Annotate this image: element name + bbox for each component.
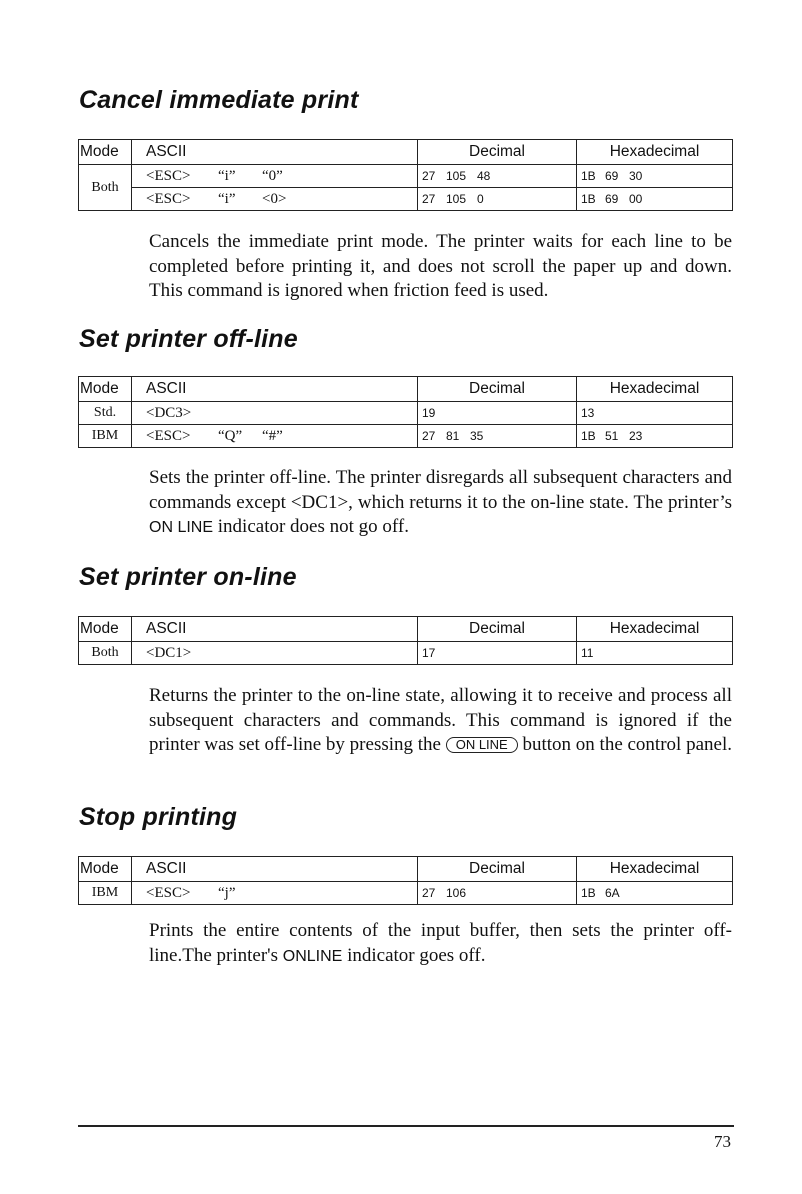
command-table-cancel-immediate-print bbox=[78, 139, 733, 211]
ascii-cell: <DC1> bbox=[132, 642, 418, 665]
mode-cell: Both bbox=[79, 642, 132, 665]
decimal-cell: 19 bbox=[418, 402, 577, 425]
command-table-set-printer-on-line bbox=[78, 616, 733, 665]
decimal-cell: 17 bbox=[418, 642, 577, 665]
table-row bbox=[79, 402, 733, 425]
decimal-cell: 27 81 35 bbox=[418, 425, 577, 448]
ascii-cell: <ESC> “i” “0” bbox=[132, 165, 418, 188]
mode-cell: Both bbox=[79, 165, 132, 211]
table-row bbox=[79, 642, 733, 665]
table-header-row bbox=[79, 617, 733, 642]
table-row bbox=[79, 165, 733, 188]
header-ascii: ASCII bbox=[132, 857, 418, 882]
command-table-set-printer-off-line bbox=[78, 376, 733, 448]
table-header-row bbox=[79, 857, 733, 882]
decimal-cell: 27 106 bbox=[418, 882, 577, 905]
header-decimal: Decimal bbox=[418, 140, 577, 165]
ascii-cell: <DC3> bbox=[132, 402, 418, 425]
header-ascii: ASCII bbox=[132, 377, 418, 402]
header-mode: Mode bbox=[79, 617, 132, 642]
header-decimal: Decimal bbox=[418, 377, 577, 402]
header-hexadecimal: Hexadecimal bbox=[577, 617, 733, 642]
header-mode: Mode bbox=[79, 377, 132, 402]
hex-cell: 1B 6A bbox=[577, 882, 733, 905]
header-ascii: ASCII bbox=[132, 617, 418, 642]
decimal-cell: 27 105 48 bbox=[418, 165, 577, 188]
hex-cell: 11 bbox=[577, 642, 733, 665]
header-decimal: Decimal bbox=[418, 617, 577, 642]
mode-cell: Std. bbox=[79, 402, 132, 425]
online-indicator-label: ONLINE bbox=[282, 947, 343, 965]
page-number: 73 bbox=[714, 1132, 731, 1151]
section-title-set-printer-on-line: Set printer on-line bbox=[79, 563, 297, 591]
section-title-set-printer-off-line: Set printer off-line bbox=[79, 325, 298, 353]
hex-cell: 1B 69 30 bbox=[577, 165, 733, 188]
ascii-cell: <ESC> “i” <0> bbox=[132, 188, 418, 211]
header-hexadecimal: Hexadecimal bbox=[577, 377, 733, 402]
table-row bbox=[79, 425, 733, 448]
decimal-cell: 27 105 0 bbox=[418, 188, 577, 211]
command-table-stop-printing bbox=[78, 856, 733, 905]
ascii-cell: <ESC> “Q” “#” bbox=[132, 425, 418, 448]
section-title-cancel-immediate-print: Cancel immediate print bbox=[79, 86, 359, 114]
hex-cell: 13 bbox=[577, 402, 733, 425]
header-ascii: ASCII bbox=[132, 140, 418, 165]
mode-cell: IBM bbox=[79, 425, 132, 448]
table-row bbox=[79, 188, 733, 211]
table-row bbox=[79, 882, 733, 905]
header-decimal: Decimal bbox=[418, 857, 577, 882]
mode-cell: IBM bbox=[79, 882, 132, 905]
header-mode: Mode bbox=[79, 140, 132, 165]
hex-cell: 1B 51 23 bbox=[577, 425, 733, 448]
on-line-indicator-label: ON LINE bbox=[149, 519, 214, 536]
hex-cell: 1B 69 00 bbox=[577, 188, 733, 211]
header-hexadecimal: Hexadecimal bbox=[577, 140, 733, 165]
description-cancel-immediate-print: Cancels the immediate print mode. The printer waits for each line to be completed before printing it, and does not scroll the paper up and down. This command is ignored when friction feed is used. bbox=[149, 231, 732, 301]
description-set-printer-on-line: Returns the printer to the on-line state, allowing it to receive and process all subsequent characters and commands. This command is ignored if the printer was set off-line by pressing the ON LINE button on the control panel. bbox=[149, 685, 732, 755]
footer-rule bbox=[78, 1125, 734, 1127]
header-mode: Mode bbox=[79, 857, 132, 882]
description-set-printer-off-line: Sets the printer off-line. The printer disregards all subsequent characters and commands except <DC1>, which returns it to the on-line state. The printer’s ON LINE indicator does not go off. bbox=[149, 467, 732, 537]
ascii-cell: <ESC> “j” bbox=[132, 882, 418, 905]
header-hexadecimal: Hexadecimal bbox=[577, 857, 733, 882]
on-line-button-graphic: ON LINE bbox=[446, 737, 518, 753]
description-stop-printing: Prints the entire contents of the input buffer, then sets the printer off-line.The printer's ONLINE indicator goes off. bbox=[149, 920, 732, 966]
table-header-row bbox=[79, 377, 733, 402]
section-title-stop-printing: Stop printing bbox=[79, 803, 238, 831]
table-header-row bbox=[79, 140, 733, 165]
